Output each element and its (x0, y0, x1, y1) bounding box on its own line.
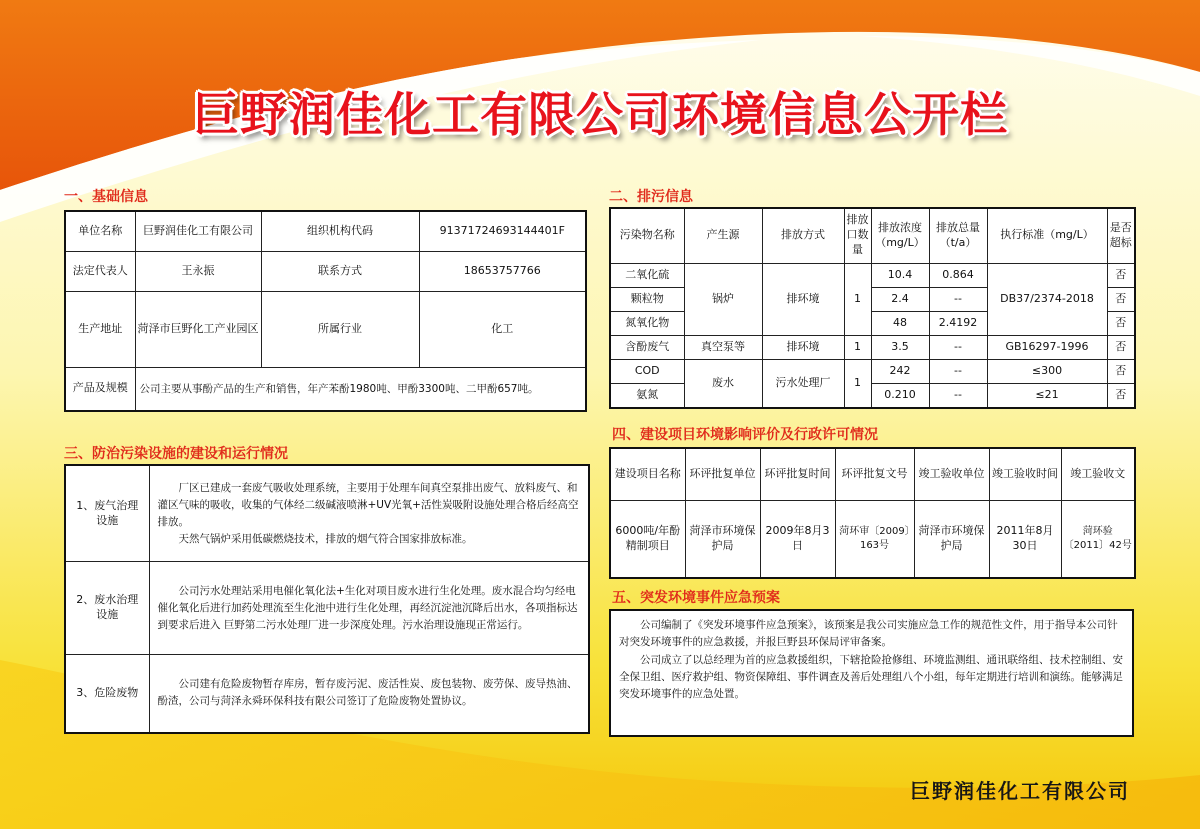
conc-cell: 10.4 (871, 263, 929, 287)
eia-cell: 菏环审〔2009〕163号 (835, 500, 914, 578)
conc-cell: 2.4 (871, 287, 929, 311)
total-cell: 2.4192 (929, 311, 987, 335)
emergency-text: 公司编制了《突发环境事件应急预案》，该预案是我公司实施应急工作的规范性文件，用于指导本公司针对突发环境事件的应急救援，并报巨野县环保局评审备案。 (619, 619, 1118, 649)
address-label: 生产地址 (65, 291, 135, 367)
pollutant-cell: 氮氧化物 (610, 311, 684, 335)
section1-title: 一、基础信息 (64, 189, 148, 205)
pollutant-cell: 含酚废气 (610, 335, 684, 359)
pollutant-cell: COD (610, 359, 684, 383)
col-pollutant: 污染物名称 (610, 208, 684, 263)
col-standard: 执行标准（mg/L） (987, 208, 1107, 263)
emergency-plan-box (609, 609, 1134, 737)
table-row (610, 359, 1135, 383)
method-cell: 排环境 (762, 335, 844, 359)
products-label: 产品及规模 (65, 367, 135, 411)
eia-cell: 6000吨/年酚精制项目 (610, 500, 685, 578)
outlets-cell: 1 (844, 335, 871, 359)
facility-label: 3、危险废物 (65, 654, 149, 733)
eia-header: 环评批复文号 (835, 448, 914, 500)
col-method: 排放方式 (762, 208, 844, 263)
eia-cell: 菏泽市环境保护局 (914, 500, 989, 578)
total-cell: -- (929, 287, 987, 311)
eia-cell: 菏环验〔2011〕42号 (1061, 500, 1135, 578)
conc-cell: 0.210 (871, 383, 929, 408)
emergency-text: 公司成立了以总经理为首的应急救援组织，下辖抢险抢修组、环境监测组、通讯联络组、技术控制组、安全保卫组、医疗救护组、物资保障组、事件调查及善后处理组八个小组，每年定期进行培训和演练。能够满足突发环境事件的应急处置。 (619, 653, 1123, 701)
org-code-label: 组织机构代码 (261, 211, 419, 251)
exceed-cell: 否 (1107, 311, 1135, 335)
standard-cell: GB16297-1996 (987, 335, 1107, 359)
outlets-cell: 1 (844, 263, 871, 335)
col-exceed: 是否超标 (1107, 208, 1135, 263)
total-cell: -- (929, 335, 987, 359)
eia-header: 竣工验收文 (1061, 448, 1135, 500)
products-value: 公司主要从事酚产品的生产和销售，年产苯酚1980吨、甲酚3300吨、二甲酚657吨。 (135, 367, 586, 411)
eia-cell: 2011年8月30日 (989, 500, 1061, 578)
method-cell: 排环境 (762, 263, 844, 335)
conc-cell: 242 (871, 359, 929, 383)
exceed-cell: 否 (1107, 335, 1135, 359)
col-conc: 排放浓度（mg/L） (871, 208, 929, 263)
standard-cell: DB37/2374-2018 (987, 263, 1107, 335)
footer-company: 巨野润佳化工有限公司 (910, 779, 1130, 803)
col-total: 排放总量（t/a） (929, 208, 987, 263)
exceed-cell: 否 (1107, 287, 1135, 311)
table-row (610, 500, 1135, 578)
table-row (610, 335, 1135, 359)
col-outlets: 排放口数量 (844, 208, 871, 263)
section4-title: 四、建设项目环境影响评价及行政许可情况 (612, 427, 878, 443)
method-cell: 污水处理厂 (762, 359, 844, 408)
contact-label: 联系方式 (261, 251, 419, 291)
facility-row (65, 562, 589, 655)
col-source: 产生源 (684, 208, 762, 263)
eia-table (609, 447, 1136, 579)
pollutant-cell: 二氧化硫 (610, 263, 684, 287)
industry-label: 所属行业 (261, 291, 419, 367)
legal-rep-label: 法定代表人 (65, 251, 135, 291)
contact-value: 18653757766 (419, 251, 586, 291)
industry-value: 化工 (419, 291, 586, 367)
exceed-cell: 否 (1107, 359, 1135, 383)
standard-cell: ≤21 (987, 383, 1107, 408)
total-cell: -- (929, 359, 987, 383)
section2-title: 二、排污信息 (609, 189, 693, 205)
facility-text: 公司建有危险废物暂存库房，暂存废污泥、废活性炭、废包装物、废劳保、废导热油、酚渣，公司与菏泽永舜环保科技有限公司签订了危险废物处置协议。 (157, 678, 578, 708)
eia-header: 环评批复时间 (760, 448, 835, 500)
section3-title: 三、防治污染设施的建设和运行情况 (64, 446, 288, 462)
eia-cell: 2009年8月3日 (760, 500, 835, 578)
facility-row (65, 465, 589, 562)
emission-table (609, 207, 1136, 409)
unit-name-value: 巨野润佳化工有限公司 (135, 211, 261, 251)
org-code-value: 91371724693144401F (419, 211, 586, 251)
outlets-cell: 1 (844, 359, 871, 408)
facility-row (65, 654, 589, 733)
total-cell: -- (929, 383, 987, 408)
legal-rep-value: 王永振 (135, 251, 261, 291)
facility-label: 2、废水治理设施 (65, 562, 149, 655)
table-row (610, 263, 1135, 287)
conc-cell: 3.5 (871, 335, 929, 359)
facility-text: 厂区已建成一套废气吸收处理系统，主要用于处理车间真空泵排出废气、放料废气、和灌区气味的吸收，收集的气体经二级碱液喷淋+UV光氧+活性炭吸附设施处理合格后经高空排放。 (157, 481, 579, 528)
facility-text: 公司污水处理站采用电催化氧化法+生化对项目废水进行生化处理。废水混合均匀经电催化氧化后进行加药处理流至生化池中进行生化处理，再经沉淀池沉降后出水，各项指标达到要求后进入 巨野第二污水处理厂进一步深度处理。污水治理设施现正常运行。 (157, 584, 578, 631)
facility-text: 天然气锅炉采用低碳燃烧技术，排放的烟气符合国家排放标准。 (178, 532, 473, 545)
eia-header: 建设项目名称 (610, 448, 685, 500)
section5-title: 五、突发环境事件应急预案 (612, 590, 780, 606)
source-cell: 锅炉 (684, 263, 762, 335)
eia-cell: 菏泽市环境保护局 (685, 500, 760, 578)
eia-header: 竣工验收单位 (914, 448, 989, 500)
exceed-cell: 否 (1107, 263, 1135, 287)
eia-header: 环评批复单位 (685, 448, 760, 500)
conc-cell: 48 (871, 311, 929, 335)
total-cell: 0.864 (929, 263, 987, 287)
eia-header: 竣工验收时间 (989, 448, 1061, 500)
standard-cell: ≤300 (987, 359, 1107, 383)
source-cell: 真空泵等 (684, 335, 762, 359)
unit-name-label: 单位名称 (65, 211, 135, 251)
source-cell: 废水 (684, 359, 762, 408)
address-value: 菏泽市巨野化工产业园区 (135, 291, 261, 367)
facility-label: 1、废气治理设施 (65, 465, 149, 562)
facilities-table (64, 464, 590, 734)
pollutant-cell: 颗粒物 (610, 287, 684, 311)
page-title: 巨野润佳化工有限公司环境信息公开栏 (192, 88, 1008, 143)
exceed-cell: 否 (1107, 383, 1135, 408)
pollutant-cell: 氨氮 (610, 383, 684, 408)
basic-info-table (64, 210, 587, 412)
